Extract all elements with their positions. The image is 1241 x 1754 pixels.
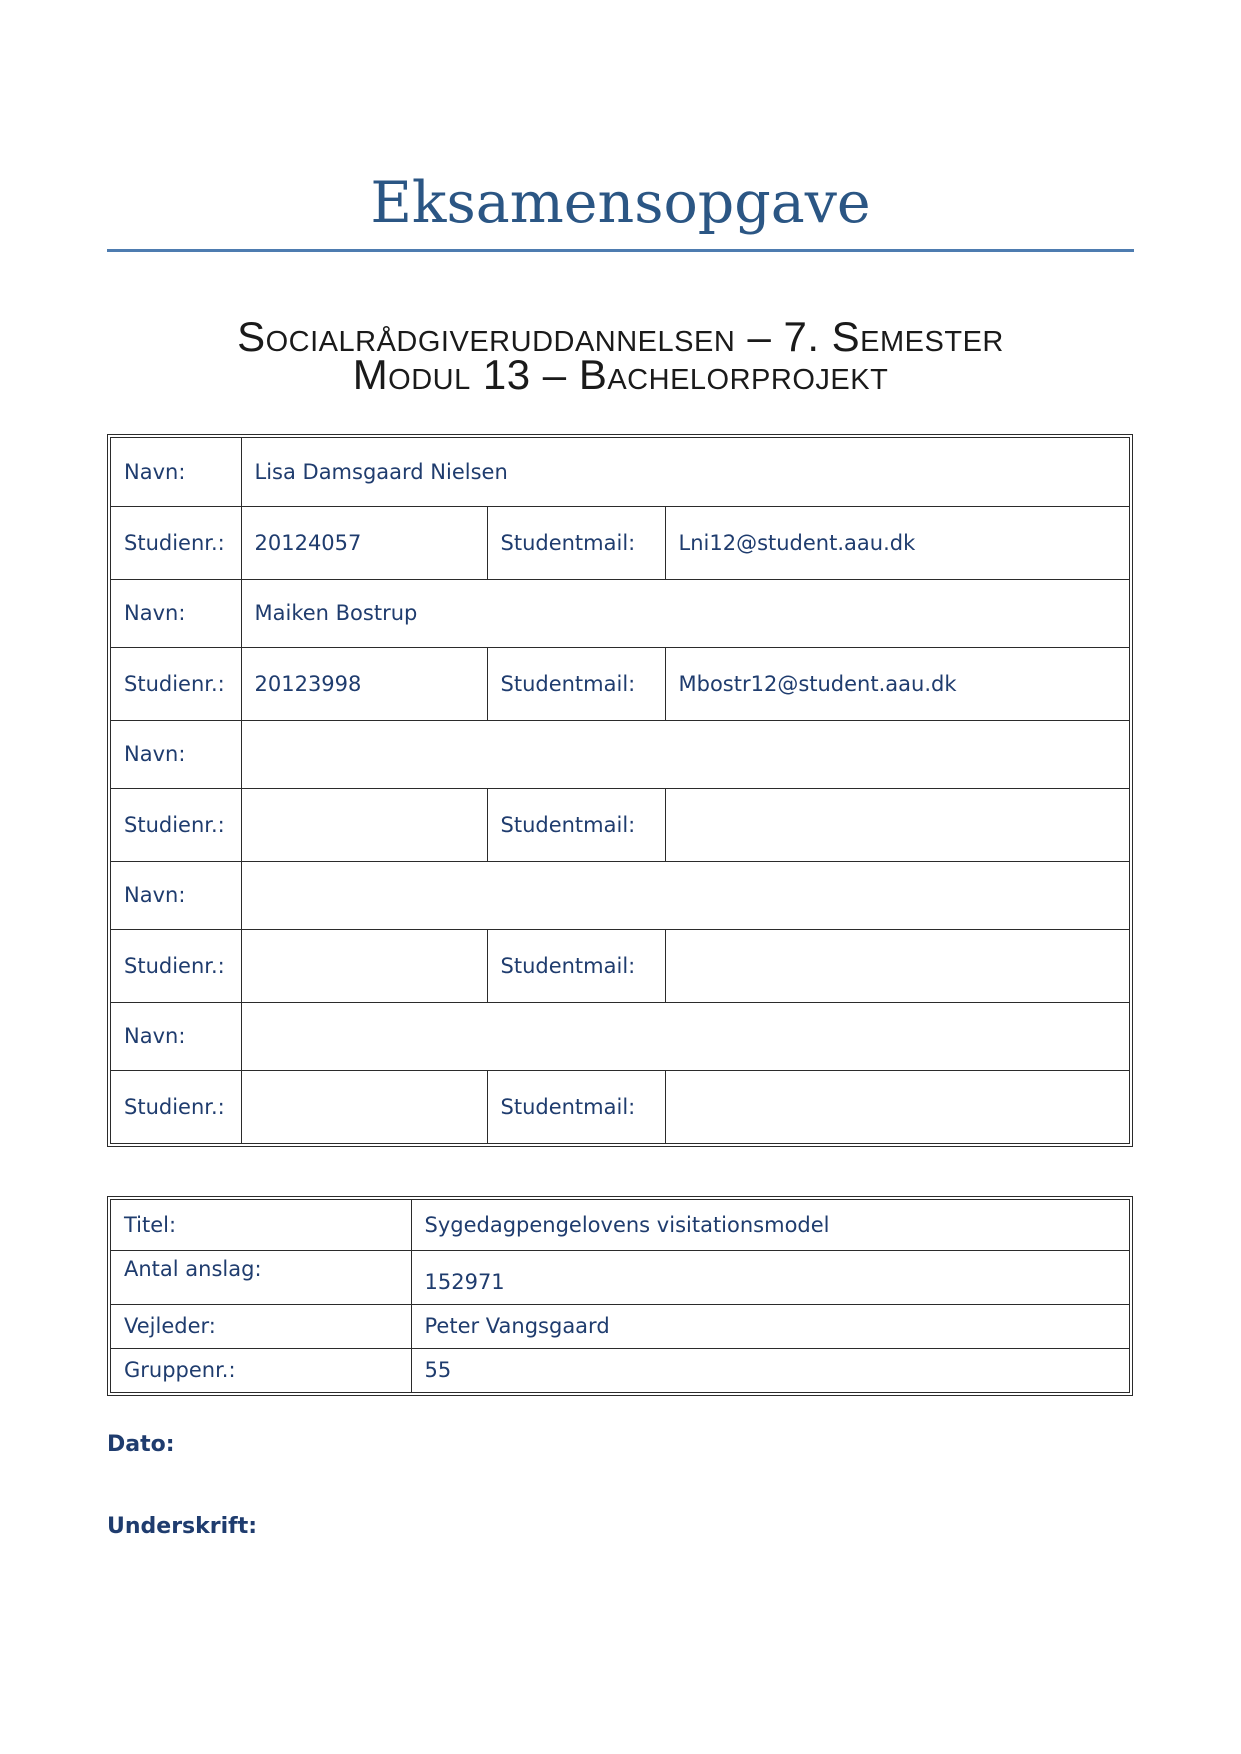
vejleder-row [111, 1304, 1129, 1348]
studentmail-value-cell [665, 1070, 1129, 1143]
studentmail-value-cell: Lni12@student.aau.dk [665, 506, 1129, 579]
title-underline-rule [107, 249, 1134, 252]
student-3-name-row [111, 720, 1129, 788]
students-table-grid [111, 438, 1129, 1143]
studienr-label-cell: Studienr.: [111, 647, 241, 720]
studienr-value-cell [241, 1070, 487, 1143]
studienr-value-cell [241, 929, 487, 1002]
studentmail-value-cell: Mbostr12@student.aau.dk [665, 647, 1129, 720]
navn-value-cell [241, 720, 1129, 788]
navn-label-cell: Navn: [111, 1002, 241, 1070]
project-info-grid [111, 1200, 1129, 1392]
navn-label-cell: Navn: [111, 438, 241, 506]
student-3-id-row [111, 788, 1129, 861]
document-subtitle [0, 313, 1241, 398]
antal-anslag-row [111, 1250, 1129, 1304]
navn-label-cell: Navn: [111, 861, 241, 929]
studienr-value-cell: 20123998 [241, 647, 487, 720]
gruppenr-value-cell: 55 [411, 1348, 1129, 1392]
student-4-id-row [111, 929, 1129, 1002]
student-1-name-row [111, 438, 1129, 506]
navn-value-cell [241, 1002, 1129, 1070]
studentmail-label-cell: Studentmail: [487, 788, 665, 861]
studienr-label-cell: Studienr.: [111, 506, 241, 579]
studienr-label-cell: Studienr.: [111, 788, 241, 861]
studentmail-value-cell [665, 788, 1129, 861]
titel-row [111, 1200, 1129, 1250]
studienr-value-cell [241, 788, 487, 861]
studentmail-label-cell: Studentmail: [487, 1070, 665, 1143]
document-title: Eksamensopgave [370, 170, 871, 236]
vejleder-label-cell: Vejleder: [111, 1304, 411, 1348]
underskrift-label: Underskrift: [107, 1514, 258, 1539]
vejleder-value-cell: Peter Vangsgaard [411, 1304, 1129, 1348]
student-2-name-row [111, 579, 1129, 647]
studentmail-label-cell: Studentmail: [487, 929, 665, 1002]
studentmail-value-cell [665, 929, 1129, 1002]
navn-value-cell: Lisa Damsgaard Nielsen [241, 438, 1129, 506]
students-table [107, 434, 1133, 1147]
student-5-name-row [111, 1002, 1129, 1070]
navn-label-cell: Navn: [111, 579, 241, 647]
antal-anslag-value-cell: 152971 [411, 1250, 1129, 1304]
project-info-table [107, 1196, 1133, 1396]
navn-value-cell [241, 861, 1129, 929]
titel-label-cell: Titel: [111, 1200, 411, 1250]
student-1-id-row [111, 506, 1129, 579]
studentmail-label-cell: Studentmail: [487, 647, 665, 720]
subtitle-line-1: Socialrådgiveruddannelsen – 7. Semester [237, 313, 1004, 360]
dato-label: Dato: [107, 1432, 175, 1457]
navn-value-cell: Maiken Bostrup [241, 579, 1129, 647]
titel-value-cell: Sygedagpengelovens visitationsmodel [411, 1200, 1129, 1250]
studienr-label-cell: Studienr.: [111, 929, 241, 1002]
studienr-label-cell: Studienr.: [111, 1070, 241, 1143]
studienr-value-cell: 20124057 [241, 506, 487, 579]
studentmail-label-cell: Studentmail: [487, 506, 665, 579]
navn-label-cell: Navn: [111, 720, 241, 788]
antal-anslag-label-cell: Antal anslag: [111, 1250, 411, 1304]
gruppenr-label-cell: Gruppenr.: [111, 1348, 411, 1392]
student-5-id-row [111, 1070, 1129, 1143]
subtitle-line-2: Modul 13 – Bachelorprojekt [352, 351, 889, 398]
student-4-name-row [111, 861, 1129, 929]
gruppenr-row [111, 1348, 1129, 1392]
student-2-id-row [111, 647, 1129, 720]
